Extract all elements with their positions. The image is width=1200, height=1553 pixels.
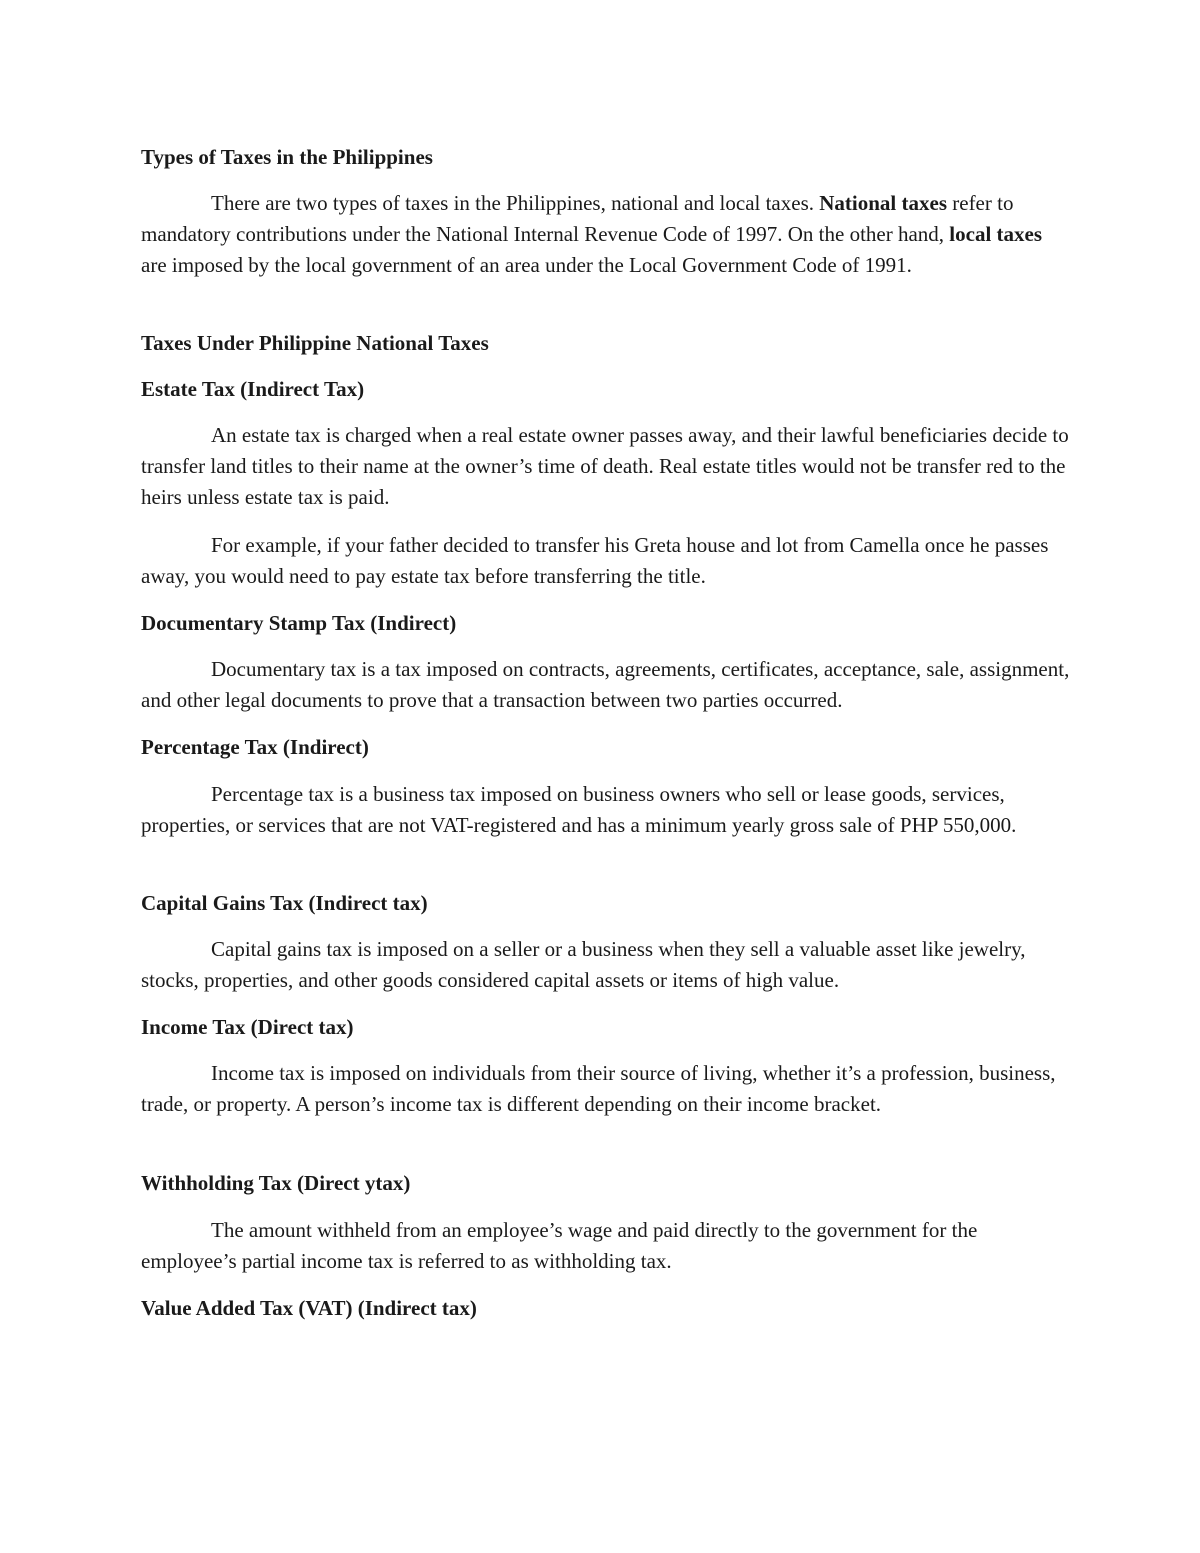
documentary-stamp-tax-paragraph: Documentary tax is a tax imposed on contracts, agreements, certificates, acceptance, sale, assignment, and other legal documents to prove that a transaction between two parties occurred. — [141, 657, 1070, 712]
documentary-stamp-tax-heading: Documentary Stamp Tax (Indirect) — [141, 611, 457, 635]
withholding-tax-paragraph: The amount withheld from an employee’s wage and paid directly to the government for the employee’s partial income tax is referred to as withholding tax. — [141, 1218, 978, 1273]
capital-gains-tax-heading: Capital Gains Tax (Indirect tax) — [141, 891, 428, 915]
national-taxes-term: National taxes — [819, 191, 947, 215]
capital-gains-tax-paragraph: Capital gains tax is imposed on a seller or a business when they sell a valuable asset like jewelry, stocks, properties, and other goods considered capital assets or items of high value. — [141, 937, 1026, 992]
estate-tax-example-paragraph: For example, if your father decided to transfer his Greta house and lot from Camella once he passes away, you would need to pay estate tax before transferring the title. — [141, 533, 1049, 588]
intro-text-1: There are two types of taxes in the Philippines, national and local taxes. — [211, 191, 820, 215]
national-taxes-heading: Taxes Under Philippine National Taxes — [141, 331, 489, 355]
income-tax-heading: Income Tax (Direct tax) — [141, 1015, 354, 1039]
intro-paragraph — [141, 188, 1071, 281]
value-added-tax-heading: Value Added Tax (VAT) (Indirect tax) — [141, 1296, 477, 1320]
document-title: Types of Taxes in the Philippines — [141, 145, 433, 169]
estate-tax-paragraph: An estate tax is charged when a real estate owner passes away, and their lawful beneficiaries decide to transfer land titles to their name at the owner’s time of death. Real estate titles would not be transfer red to the heirs unless estate tax is paid. — [141, 423, 1069, 509]
percentage-tax-heading: Percentage Tax (Indirect) — [141, 735, 369, 759]
local-taxes-term: local taxes — [949, 222, 1043, 246]
withholding-tax-heading: Withholding Tax (Direct ytax) — [141, 1171, 411, 1195]
estate-tax-heading: Estate Tax (Indirect Tax) — [141, 377, 365, 401]
income-tax-paragraph: Income tax is imposed on individuals from their source of living, whether it’s a profession, business, trade, or property. A person’s income tax is different depending on their income bracket. — [141, 1061, 1056, 1116]
percentage-tax-paragraph: Percentage tax is a business tax imposed on business owners who sell or lease goods, services, properties, or services that are not VAT-registered and has a minimum yearly gross sale of PHP 550,000. — [141, 782, 1017, 837]
intro-text-2: refer to mandatory contributions under the National Internal Revenue Code of 1997. On the other hand, — [141, 191, 1014, 246]
intro-text-3: are imposed by the local government of an area under the Local Government Code of 1991. — [141, 253, 912, 277]
